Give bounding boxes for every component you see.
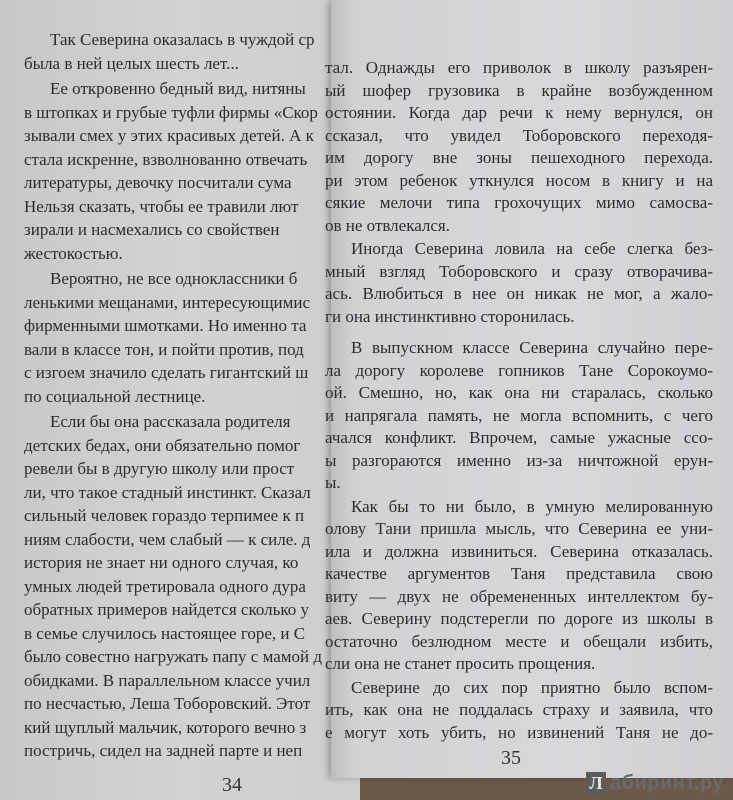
text-line: аев. Северину подстерегли по дороге из школы в (325, 609, 713, 628)
page-number-left: 34 (222, 774, 242, 796)
text-line: ов не отвлекался. (325, 215, 451, 235)
text-line: была в ней целых шесть лет... (24, 53, 239, 73)
left-page (0, 0, 360, 800)
text-line: литературы, девочку посчитали сума (24, 173, 292, 192)
text-line: ревели бы в другую школу или прост (24, 459, 295, 478)
text-line: сильный человек гораздо терпимее к п (24, 506, 305, 525)
labirint-logo-icon: Л (586, 772, 606, 794)
text-line: по социальной лестнице. (24, 386, 206, 406)
text-line: ниям слабости, чем слабый — к силе. д (24, 529, 311, 549)
text-line: Вероятно, не все одноклассники б (50, 269, 298, 288)
text-line: виту — двух не обремененных интеллектом бу- (325, 586, 713, 606)
text-line: зирали и насмехались со свойствен (24, 220, 280, 239)
text-line: ы разгораются именно из-за ничтожной ерун- (325, 450, 713, 470)
text-line: Ее откровенно бедный вид, нитяны (50, 79, 306, 98)
text-line: ги она инстинктивно сторонилась. (325, 306, 575, 326)
text-line: ила и должна извиниться. Северина отказалась. (325, 541, 713, 561)
labirint-watermark (586, 770, 724, 796)
text-line: ленькими мещанами, интересующимис (24, 292, 311, 312)
text-line: ла дорогу королеве гопников Тане Сорокоумо- (325, 360, 713, 380)
text-line: в семье случилось настоящее горе, и С (24, 623, 306, 643)
text-line: ссказал, что увидел Тоборовского переходя- (325, 125, 713, 145)
text-line: зывали смех у этих красивых детей. А к (24, 126, 314, 145)
text-line: по несчастью, Леша Тоборовский. Этот (24, 694, 311, 713)
text-line: ы. (325, 473, 341, 492)
text-line: детских бедах, они обязательно помог (24, 435, 301, 455)
text-line: ли, что такое стадный инстинкт. Сказал (24, 482, 311, 502)
text-line: остоянии. Когда дар речи к нему вернулся, он (325, 103, 713, 122)
text-line: мный взгляд Тоборовского и сразу отворачива- (325, 261, 713, 281)
text-line: Как бы то ни было, в умную мелированную (351, 496, 713, 516)
text-line: сли она не станет просить прощения. (325, 654, 596, 673)
labirint-logo-text: абиринт.ру (610, 771, 725, 794)
text-line: было совестно нагружать папу с мамой д (24, 647, 323, 666)
text-line: Северине до сих пор приятно было вспом- (351, 677, 713, 697)
text-line: ый шофер грузовика в крайне возбужденном (325, 80, 713, 100)
text-line: сякие мелочи типа грохочущих мимо самосва- (325, 193, 713, 212)
right-page-text (325, 57, 713, 744)
text-line: ачался конфликт. Впрочем, самые ужасные ссо- (325, 428, 713, 447)
text-line: стала искренне, взволнованно отвечать (24, 149, 308, 169)
text-line: В выпускном классе Северина случайно пере- (351, 338, 713, 357)
text-line: постричь, сидел на задней парте и неп (24, 741, 303, 760)
text-line: е могут хоть убить, но извинений Таня не до- (325, 722, 713, 742)
text-line: вали в классе тон, и пойти против, под (24, 339, 304, 359)
text-line: остаточно безлюдном месте и обещали избить, (325, 631, 713, 651)
text-line: ить, как она не поддалась страху и заявила, что (325, 700, 713, 719)
text-line: олову Тани пришла мысль, что Северина ее уни- (325, 519, 713, 538)
text-line: качестве аргументов Таня представила свою (325, 564, 713, 583)
text-line: история не знает ни одного случая, ко (24, 553, 299, 572)
text-line: фирменными шмотками. Но именно та (24, 316, 307, 335)
text-line: Так Северина оказалась в чуждой ср (50, 30, 315, 49)
text-line: Иногда Северина ловила на себе слегка без- (351, 239, 713, 258)
text-line: обратных примеров найдется сколько у (24, 600, 310, 619)
text-line: и напрягала память, не могла вспомнить, с чего (325, 405, 713, 425)
text-line: им дорогу вне зоны пешеходного перехода. (325, 148, 713, 167)
right-page (325, 0, 733, 778)
text-line: ась. Влюбиться в нее он никак не мог, а жало- (325, 284, 713, 303)
text-line: кий щуплый мальчик, которого вечно з (24, 717, 307, 737)
text-line: с изгоем значило сделать гигантский ш (24, 363, 309, 382)
text-line: тал. Однажды его приволок в школу разъярен- (325, 58, 713, 77)
text-line: жестокостью. (24, 243, 123, 263)
text-line: ри этом ребенок уткнулся носом в книгу и на (325, 170, 713, 190)
text-line: умных людей третировала одного дура (24, 576, 306, 596)
text-line: Нельзя сказать, чтобы ее травили лют (24, 196, 299, 216)
section-break (325, 328, 713, 337)
text-line: обидками. В параллельном классе учил (24, 670, 311, 690)
text-line: в штопках и грубые туфли фирмы «Скор (24, 102, 318, 122)
page-number-right: 35 (501, 747, 521, 769)
text-line: ой. Смешно, но, как она ни старалась, сколько (325, 383, 713, 402)
text-line: Если бы она рассказала родителя (50, 412, 291, 431)
